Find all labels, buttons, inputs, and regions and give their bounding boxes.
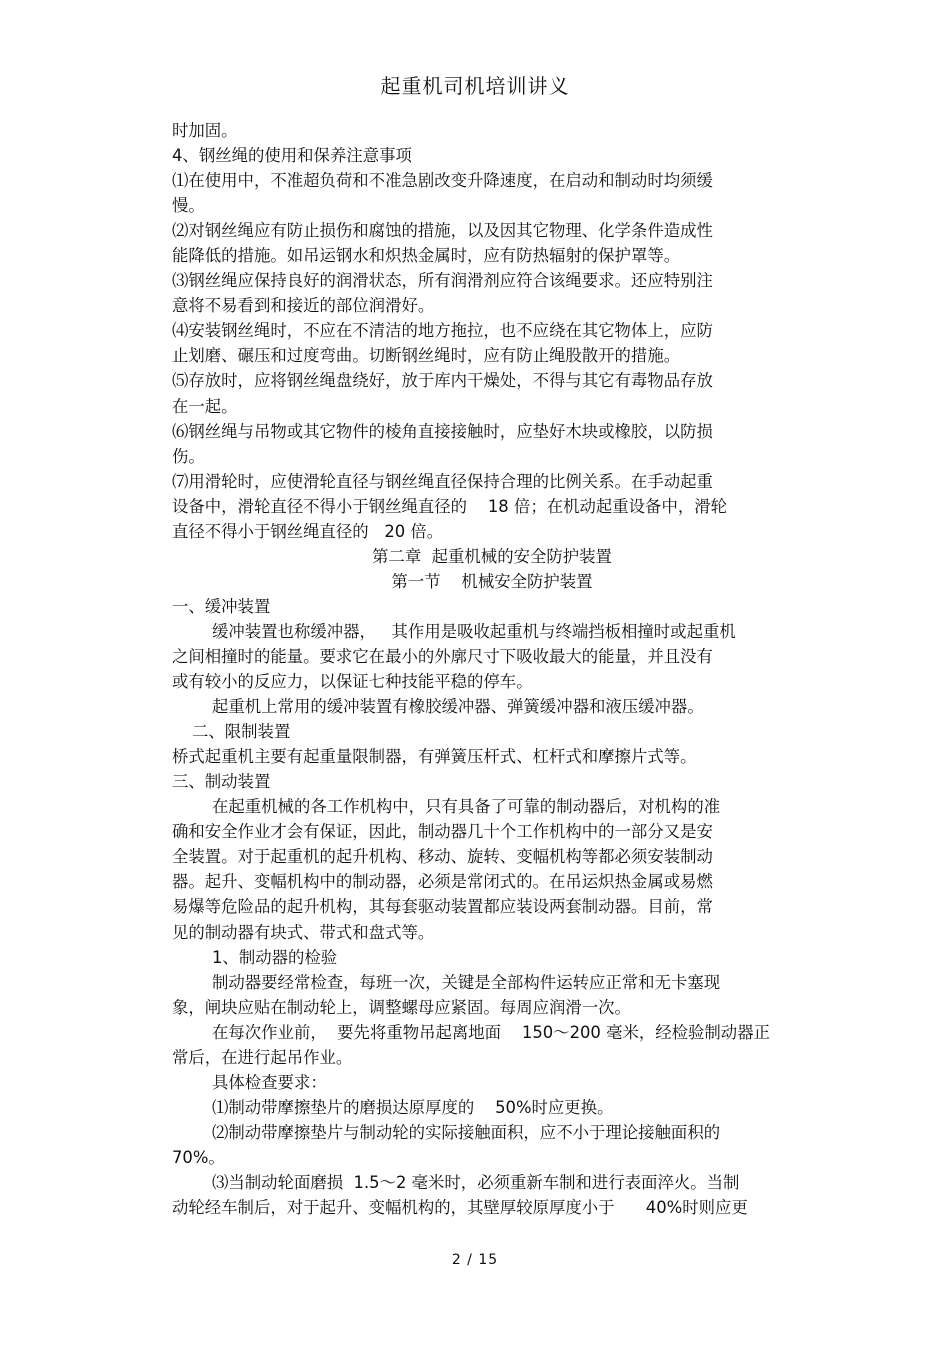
text-line: ⑴制动带摩擦垫片的磨损达原厚度的 50%时应更换。	[212, 1097, 614, 1117]
text-line: 4、钢丝绳的使用和保养注意事项	[172, 146, 412, 166]
text-line: 在起重机械的各工作机构中，只有具备了可靠的制动器后，对机构的准	[212, 797, 721, 817]
text-line: 桥式起重机主要有起重量限制器，有弹簧压杆式、杠杆式和摩擦片式等。	[172, 747, 697, 767]
text-line: 之间相撞时的能量。要求它在最小的外廓尺寸下吸收最大的能量，并且没有	[172, 646, 713, 666]
text-line: 1、制动器的检验	[212, 947, 338, 967]
text-line: 伤。	[172, 446, 205, 466]
text-line: ⑶钢丝绳应保持良好的润滑状态，所有润滑剂应符合该绳要求。还应特别注	[172, 271, 713, 291]
text-line: 二、限制装置	[192, 722, 291, 742]
text-line: ⑶当制动轮面磨损 1.5～2 毫米时，必须重新车制和进行表面淬火。当制	[212, 1172, 740, 1192]
text-line: 能降低的措施。如吊运钢水和炽热金属时，应有防热辐射的保护罩等。	[172, 246, 681, 266]
text-line: 时加固。	[172, 121, 238, 140]
text-line: 确和安全作业才会有保证，因此，制动器几十个工作机构中的一部分又是安	[172, 822, 713, 842]
text-line: 或有较小的反应力，以保证七种技能平稳的停车。	[172, 672, 533, 692]
text-line: ⑺用滑轮时，应使滑轮直径与钢丝绳直径保持合理的比例关系。在手动起重	[172, 471, 713, 491]
text-line: 第二章 起重机械的安全防护装置	[372, 546, 612, 566]
text-line: 象，闸块应贴在制动轮上，调整螺母应紧固。每周应润滑一次。	[172, 997, 631, 1017]
text-line: 全装置。对于起重机的起升机构、移动、旋转、变幅机构等都必须安装制动	[172, 847, 713, 867]
text-line: 意将不易看到和接近的部位润滑好。	[172, 296, 435, 316]
page-number: 2 / 15	[451, 1252, 499, 1268]
text-line: 易爆等危险品的起升机构，其每套驱动装置都应装设两套制动器。目前，常	[172, 897, 713, 917]
text-line: ⑷安装钢丝绳时，不应在不清洁的地方拖拉，也不应绕在其它物体上，应防	[172, 321, 713, 341]
text-line: ⑵对钢丝绳应有防止损伤和腐蚀的措施，以及因其它物理、化学条件造成性	[172, 221, 713, 241]
text-line: 慢。	[172, 196, 205, 216]
text-line: 器。起升、变幅机构中的制动器，必须是常闭式的。在吊运炽热金属或易燃	[172, 872, 713, 892]
text-line: 动轮经车制后，对于起升、变幅机构的，其壁厚较原厚度小于 40%时则应更	[172, 1198, 748, 1218]
text-line: ⑵制动带摩擦垫片与制动轮的实际接触面积，应不小于理论接触面积的	[212, 1122, 721, 1142]
text-line: 在每次作业前， 要先将重物吊起离地面 150～200 毫米，经检验制动器正	[212, 1022, 770, 1042]
text-line: 70%。	[172, 1147, 225, 1167]
text-line: ⑹钢丝绳与吊物或其它物件的棱角直接接触时，应垫好木块或橡胶，以防损	[172, 421, 713, 441]
text-line: 制动器要经常检查，每班一次，关键是全部构件运转应正常和无卡塞现	[212, 972, 721, 992]
text-line: 直径不得小于钢丝绳直径的 20 倍。	[172, 521, 444, 541]
text-line: ⑸存放时，应将钢丝绳盘绕好，放于库内干燥处，不得与其它有毒物品存放	[172, 371, 713, 391]
text-line: 缓冲装置也称缓冲器， 其作用是吸收起重机与终端挡板相撞时或起重机	[212, 621, 736, 641]
text-line: 常后，在进行起吊作业。	[172, 1047, 353, 1067]
text-line: 起重机上常用的缓冲装置有橡胶缓冲器、弹簧缓冲器和液压缓冲器。	[212, 697, 704, 717]
text-line: 第一节 机械安全防护装置	[391, 571, 593, 591]
text-line: 设备中，滑轮直径不得小于钢丝绳直径的 18 倍；在机动起重设备中，滑轮	[172, 496, 728, 516]
document-body	[172, 118, 812, 1220]
text-line: 止划磨、碾压和过度弯曲。切断钢丝绳时，应有防止绳股散开的措施。	[172, 346, 681, 366]
text-line: 三、制动装置	[172, 772, 271, 792]
page-header: 起重机司机培训讲义	[380, 74, 570, 98]
text-line: 一、缓冲装置	[172, 596, 271, 616]
text-line: 在一起。	[172, 396, 238, 416]
text-line: 具体检查要求：	[212, 1072, 327, 1092]
text-line: 见的制动器有块式、带式和盘式等。	[172, 922, 435, 942]
text-line: ⑴在使用中，不准超负荷和不准急剧改变升降速度，在启动和制动时均须缓	[172, 171, 713, 191]
